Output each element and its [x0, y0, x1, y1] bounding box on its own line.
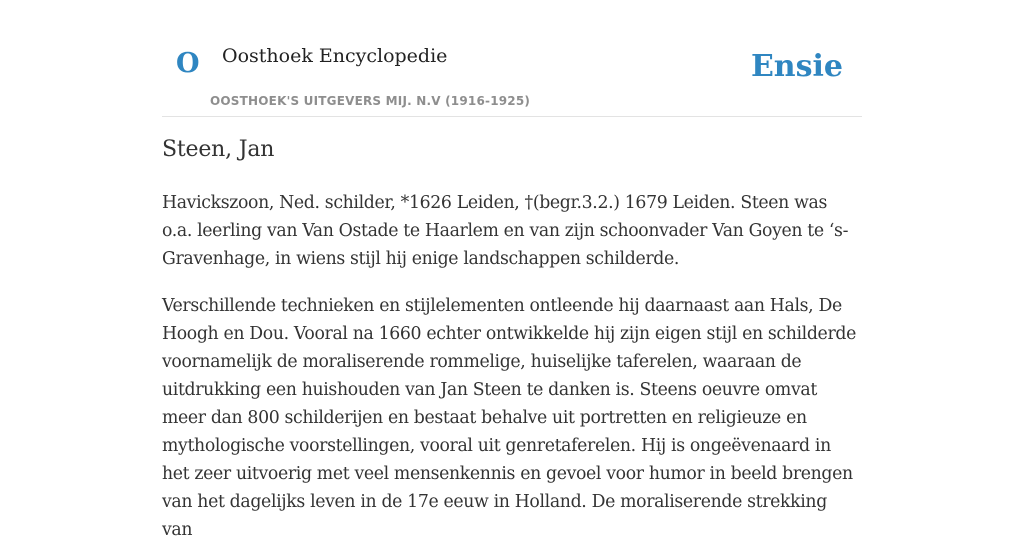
article-title: Steen, Jan	[162, 137, 275, 162]
brand-logo[interactable]: Ensie	[750, 49, 843, 84]
source-subtitle: OOSTHOEK'S UITGEVERS MIJ. N.V (1916-1925)	[210, 94, 531, 108]
source-header	[162, 0, 862, 117]
article-paragraph: Verschillende technieken en stijlelementen ontleende hij daarnaast aan Hals, De Hoogh en Dou. Vooral na 1660 echter ontwikkelde hij zijn eigen stijl en schilderde voornamelijk de moraliserende rommelige, huiselijke taferelen, waaraan de uitdrukking een huishouden van Jan Steen te danken is. Steens oeuvre omvat meer dan 800 schilderijen en bestaat behalve uit portretten en religieuze en mythologische voorstellingen, vooral uit genretaferelen. Hij is ongeëvenaard in het zeer uitvoerig met veel mensenkennis en gevoel voor humor in beeld brengen van het dagelijks leven in de 17e eeuw in Holland. De moraliserende strekking van	[162, 295, 856, 540]
article-paragraph: Havickszoon, Ned. schilder, *1626 Leiden, †(begr.3.2.) 1679 Leiden. Steen was o.a. leerling van Van Ostade te Haarlem en van zijn schoonvader Van Goyen te ‘s-Gravenhage, in wiens stijl hij enige landschappen schilderde.	[162, 192, 849, 269]
source-title[interactable]: Oosthoek Encyclopedie	[222, 45, 448, 67]
article	[162, 136, 862, 544]
source-logo[interactable]: O	[176, 48, 200, 79]
